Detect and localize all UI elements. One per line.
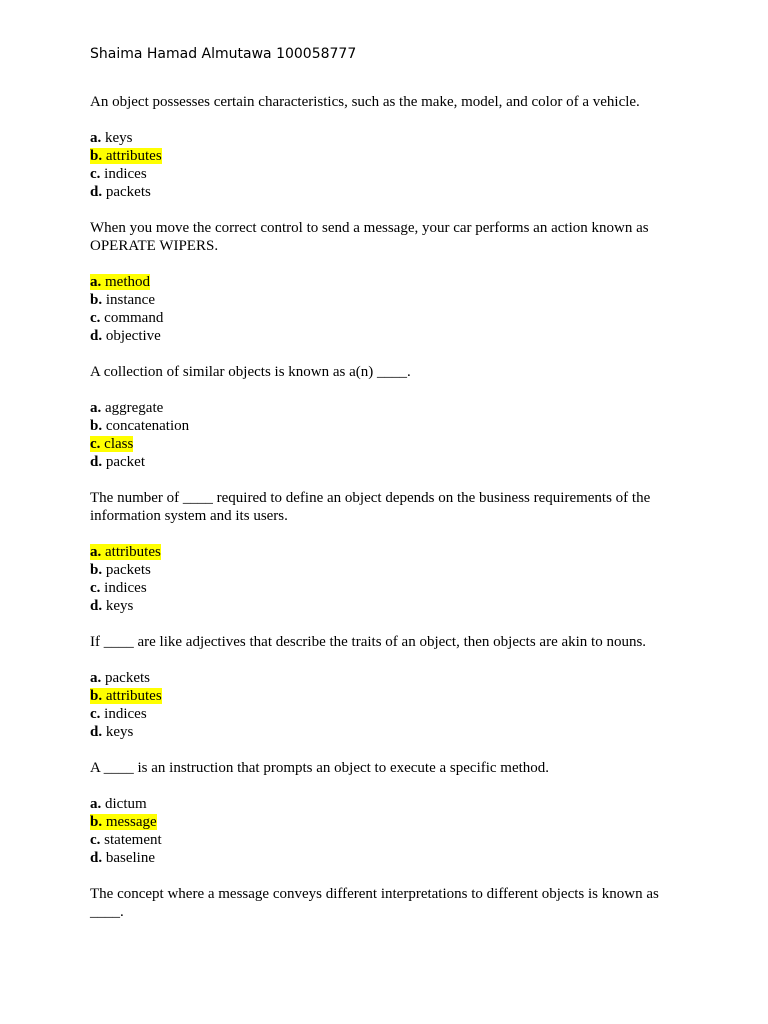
- option-text: attributes: [105, 544, 161, 560]
- answer: [90, 562, 151, 578]
- option-letter: c.: [90, 166, 101, 182]
- answer-option-selected: [90, 147, 690, 165]
- highlighted-answer: [90, 148, 162, 164]
- answer-option: [90, 561, 690, 579]
- answer-option: [90, 831, 690, 849]
- answer: [90, 166, 147, 182]
- answer-option: [90, 669, 690, 687]
- answer: [90, 292, 155, 308]
- answer: [90, 184, 151, 200]
- option-text: command: [104, 310, 164, 326]
- answer: [90, 724, 133, 740]
- answer: [90, 580, 147, 596]
- answer-options: [90, 273, 690, 345]
- option-text: packet: [105, 454, 145, 470]
- question-text: When you move the correct control to send a message, your car performs an action known as OPERATE WIPERS.: [90, 220, 649, 254]
- answer-options: [90, 795, 690, 867]
- option-text: indices: [104, 706, 147, 722]
- highlighted-answer: [90, 436, 133, 452]
- option-letter: a.: [90, 274, 102, 290]
- option-text: packets: [105, 184, 151, 200]
- option-text: attributes: [105, 688, 162, 704]
- answer-option: [90, 327, 690, 345]
- answer-option: [90, 399, 690, 417]
- answer-option-selected: [90, 273, 690, 291]
- option-text: keys: [105, 598, 134, 614]
- question-block: [90, 633, 690, 741]
- option-text: statement: [104, 832, 162, 848]
- question-text: A ____ is an instruction that prompts an object to execute a specific method.: [90, 760, 550, 776]
- answer-option: [90, 309, 690, 327]
- answer: [90, 598, 133, 614]
- answer-option: [90, 723, 690, 741]
- question-text: An object possesses certain characteristics, such as the make, model, and color of a vehicle.: [90, 94, 640, 110]
- option-letter: b.: [90, 562, 103, 578]
- document-page: [90, 44, 690, 939]
- answer: [90, 328, 161, 344]
- option-text: concatenation: [105, 418, 190, 434]
- answer-options: [90, 543, 690, 615]
- option-letter: c.: [90, 436, 101, 452]
- question-block: [90, 759, 690, 867]
- option-text: method: [105, 274, 150, 290]
- option-letter: a.: [90, 130, 102, 146]
- answer-option: [90, 579, 690, 597]
- option-text: message: [105, 814, 157, 830]
- question-text: A collection of similar objects is known as a(n) ____.: [90, 364, 411, 380]
- option-letter: b.: [90, 418, 103, 434]
- option-letter: c.: [90, 580, 101, 596]
- option-text: class: [104, 436, 134, 452]
- answer-option: [90, 417, 690, 435]
- question-block: [90, 885, 690, 921]
- answer: [90, 706, 147, 722]
- option-text: keys: [105, 130, 133, 146]
- option-letter: d.: [90, 724, 103, 740]
- answer-option: [90, 291, 690, 309]
- answer: [90, 796, 147, 812]
- answer-option: [90, 165, 690, 183]
- question-block: [90, 363, 690, 471]
- answer-options: [90, 669, 690, 741]
- option-text: packets: [105, 562, 151, 578]
- question-text: The number of ____ required to define an object depends on the business requirements of the information system and its users.: [90, 490, 651, 524]
- answer-option-selected: [90, 687, 690, 705]
- answer: [90, 670, 150, 686]
- option-text: instance: [105, 292, 155, 308]
- answer: [90, 850, 155, 866]
- question-text: If ____ are like adjectives that describe the traits of an object, then objects are akin to nouns.: [90, 634, 647, 650]
- option-text: baseline: [105, 850, 155, 866]
- option-text: objective: [105, 328, 161, 344]
- option-text: indices: [104, 580, 147, 596]
- option-letter: b.: [90, 292, 103, 308]
- answer-option: [90, 183, 690, 201]
- option-letter: a.: [90, 400, 102, 416]
- highlighted-answer: [90, 274, 150, 290]
- question-list: [90, 93, 690, 921]
- answer-option: [90, 849, 690, 867]
- option-letter: c.: [90, 706, 101, 722]
- option-letter: b.: [90, 148, 103, 164]
- highlighted-answer: [90, 544, 161, 560]
- option-letter: a.: [90, 544, 102, 560]
- option-letter: c.: [90, 310, 101, 326]
- answer-options: [90, 399, 690, 471]
- highlighted-answer: [90, 814, 157, 830]
- option-letter: d.: [90, 454, 103, 470]
- answer-option-selected: [90, 435, 690, 453]
- option-letter: a.: [90, 670, 102, 686]
- answer-option-selected: [90, 813, 690, 831]
- option-letter: d.: [90, 850, 103, 866]
- option-text: aggregate: [105, 400, 164, 416]
- author-header: Shaima Hamad Almutawa 100058777: [90, 46, 357, 62]
- answer-option: [90, 453, 690, 471]
- answer: [90, 130, 133, 146]
- answer-option: [90, 597, 690, 615]
- option-text: indices: [104, 166, 147, 182]
- answer: [90, 454, 145, 470]
- answer-option-selected: [90, 543, 690, 561]
- question-block: [90, 489, 690, 615]
- answer: [90, 832, 162, 848]
- answer-option: [90, 795, 690, 813]
- option-letter: d.: [90, 328, 103, 344]
- highlighted-answer: [90, 688, 162, 704]
- question-block: [90, 93, 690, 201]
- answer-option: [90, 705, 690, 723]
- option-letter: d.: [90, 598, 103, 614]
- question-text: The concept where a message conveys different interpretations to different objects is known as ____.: [90, 886, 659, 920]
- answer: [90, 418, 189, 434]
- option-text: keys: [105, 724, 134, 740]
- answer: [90, 310, 163, 326]
- option-letter: a.: [90, 796, 102, 812]
- option-text: packets: [105, 670, 150, 686]
- option-text: dictum: [105, 796, 147, 812]
- option-letter: b.: [90, 688, 103, 704]
- option-letter: c.: [90, 832, 101, 848]
- option-letter: b.: [90, 814, 103, 830]
- question-block: [90, 219, 690, 345]
- answer-option: [90, 129, 690, 147]
- answer: [90, 400, 163, 416]
- answer-options: [90, 129, 690, 201]
- option-text: attributes: [105, 148, 162, 164]
- option-letter: d.: [90, 184, 103, 200]
